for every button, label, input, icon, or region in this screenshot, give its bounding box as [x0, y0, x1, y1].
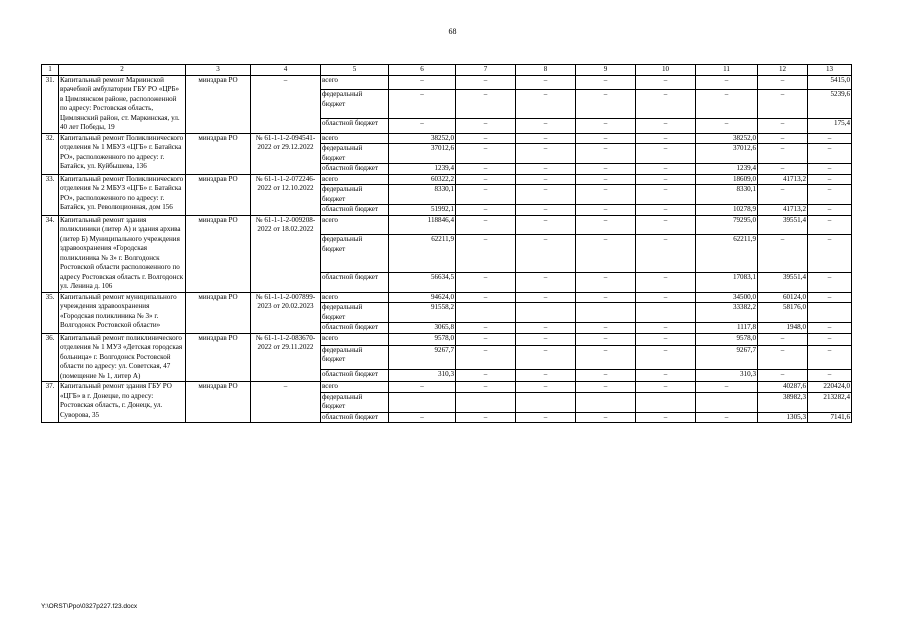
amount-cell: –	[758, 133, 808, 144]
object-name: Капитальный ремонт муниципального учреждения здравоохранения «Городская поликлиника № 3» г. Волгодонск Ростовской области»	[59, 292, 186, 333]
expertise-doc: № 61-1-1-2-083670-2022 от 29.11.2022	[251, 333, 321, 382]
amount-cell: –	[576, 292, 636, 303]
header-cell: 2	[59, 65, 186, 76]
amount-cell: –	[516, 90, 576, 118]
header-cell: 13	[808, 65, 852, 76]
table-row	[42, 333, 852, 345]
row-number: 34.	[42, 215, 59, 292]
responsible-org: минздрав РО	[186, 333, 251, 382]
header-cell: 8	[516, 65, 576, 76]
funding-source: всего	[321, 174, 389, 185]
amount-cell: –	[808, 272, 852, 292]
row-number: 35.	[42, 292, 59, 333]
amount-cell: –	[636, 382, 696, 393]
amount-cell: –	[456, 118, 516, 133]
amount-cell: –	[758, 90, 808, 118]
object-name: Капитальный ремонт Поликлинического отделения № 2 МБУЗ «ЦГБ» г. Батайска РО», расположенного по адресу: г. Батайск, ул. Революционная, дом 156	[59, 174, 186, 215]
amount-cell: 33382,2	[696, 303, 758, 323]
amount-cell: –	[808, 205, 852, 216]
funding-source: областной бюджет	[321, 369, 389, 381]
responsible-org: минздрав РО	[186, 382, 251, 423]
row-number: 32.	[42, 133, 59, 174]
amount-cell: 1305,3	[758, 412, 808, 423]
responsible-org: минздрав РО	[186, 215, 251, 292]
amount-cell: –	[456, 133, 516, 144]
amount-cell: –	[636, 412, 696, 423]
amount-cell: –	[758, 118, 808, 133]
amount-cell: 94624,0	[389, 292, 456, 303]
amount-cell: –	[456, 412, 516, 423]
amount-cell: –	[456, 272, 516, 292]
header-cell: 1	[42, 65, 59, 76]
amount-cell: –	[758, 369, 808, 381]
header-cell: 3	[186, 65, 251, 76]
amount-cell	[516, 303, 576, 323]
funding-source: федеральный бюджет	[321, 144, 389, 164]
funding-source: федеральный бюджет	[321, 185, 389, 205]
amount-cell: –	[808, 164, 852, 175]
amount-cell: –	[636, 215, 696, 235]
funding-source: областной бюджет	[321, 164, 389, 175]
amount-cell: 1239,4	[389, 164, 456, 175]
amount-cell: –	[758, 164, 808, 175]
amount-cell: –	[758, 185, 808, 205]
amount-cell: –	[808, 133, 852, 144]
amount-cell: 37012,6	[389, 144, 456, 164]
amount-cell	[576, 392, 636, 412]
funding-source: областной бюджет	[321, 272, 389, 292]
table-row	[42, 382, 852, 393]
amount-cell: 8330,1	[696, 185, 758, 205]
header-cell: 5	[321, 65, 389, 76]
object-name: Капитальный ремонт Поликлинического отделения № 1 МБУЗ «ЦГБ» г. Батайска РО», расположенного по адресу: г. Батайск, ул. Куйбышева, 136	[59, 133, 186, 174]
header-cell: 10	[636, 65, 696, 76]
amount-cell: 62211,9	[696, 235, 758, 273]
amount-cell: 7141,6	[808, 412, 852, 423]
amount-cell: –	[456, 185, 516, 205]
amount-cell: –	[516, 412, 576, 423]
amount-cell: –	[636, 369, 696, 381]
amount-cell: 39551,4	[758, 272, 808, 292]
amount-cell: –	[456, 292, 516, 303]
table-row	[42, 215, 852, 235]
expertise-doc: № 61-1-1-2-072246-2022 от 12.10.2022	[251, 174, 321, 215]
amount-cell: –	[636, 333, 696, 345]
amount-cell: 37012,6	[696, 144, 758, 164]
amount-cell: –	[389, 412, 456, 423]
amount-cell: –	[389, 90, 456, 118]
amount-cell: –	[696, 118, 758, 133]
amount-cell: –	[576, 205, 636, 216]
amount-cell: 118846,4	[389, 215, 456, 235]
responsible-org: минздрав РО	[186, 174, 251, 215]
amount-cell: –	[456, 382, 516, 393]
file-path-footer: Y:\ORST\Ppo\0327p227.f23.docx	[41, 603, 138, 610]
amount-cell: –	[516, 205, 576, 216]
amount-cell: –	[516, 272, 576, 292]
amount-cell: 3065,8	[389, 323, 456, 334]
amount-cell: –	[808, 215, 852, 235]
amount-cell: –	[808, 323, 852, 334]
responsible-org: минздрав РО	[186, 75, 251, 133]
amount-cell	[636, 303, 696, 323]
header-cell: 11	[696, 65, 758, 76]
amount-cell: –	[516, 345, 576, 369]
amount-cell: 1117,8	[696, 323, 758, 334]
expertise-doc: № 61-1-1-2-007899-2023 от 20.02.2023	[251, 292, 321, 333]
object-name: Капитальный ремонт здания поликлиники (литер А) и здания архива (литер Б) Муниципального учреждения здравоохранения «Городская поликлиника № 3» г. Волгодонск Ростовской области расположенного по адресу Ростовская область г. Волгодонск ул. Ленина д. 106	[59, 215, 186, 292]
amount-cell: 10278,9	[696, 205, 758, 216]
amount-cell: 58176,0	[758, 303, 808, 323]
amount-cell: 38982,3	[758, 392, 808, 412]
amount-cell: –	[576, 382, 636, 393]
funding-source: федеральный бюджет	[321, 235, 389, 273]
funding-source: областной бюджет	[321, 323, 389, 334]
amount-cell: –	[456, 333, 516, 345]
amount-cell: 60322,2	[389, 174, 456, 185]
expertise-doc: –	[251, 382, 321, 423]
funding-source: федеральный бюджет	[321, 345, 389, 369]
amount-cell: –	[516, 75, 576, 90]
object-name: Капитальный ремонт поликлинического отделения № 1 МУЗ «Детская городская больница» г. Волгодонск Ростовской области по адресу: ул. Советская, 47 (помещение № 1, литер А)	[59, 333, 186, 382]
amount-cell: 8330,1	[389, 185, 456, 205]
table-row	[42, 292, 852, 303]
amount-cell: –	[576, 235, 636, 273]
amount-cell: –	[696, 90, 758, 118]
amount-cell: –	[389, 118, 456, 133]
amount-cell: –	[516, 323, 576, 334]
amount-cell: –	[516, 174, 576, 185]
amount-cell	[808, 303, 852, 323]
amount-cell: –	[456, 369, 516, 381]
amount-cell: –	[576, 333, 636, 345]
amount-cell: 18609,0	[696, 174, 758, 185]
amount-cell: –	[576, 90, 636, 118]
amount-cell: 310,3	[696, 369, 758, 381]
amount-cell: –	[389, 382, 456, 393]
amount-cell: –	[636, 205, 696, 216]
amount-cell: 220424,0	[808, 382, 852, 393]
amount-cell: –	[576, 215, 636, 235]
object-name: Капитальный ремонт здания ГБУ РО «ЦГБ» в г. Донецке, по адресу: Ростовская область, г. Донецк, ул. Суворова, 35	[59, 382, 186, 423]
amount-cell: 62211,9	[389, 235, 456, 273]
amount-cell: –	[636, 272, 696, 292]
amount-cell: –	[516, 144, 576, 164]
amount-cell: –	[636, 144, 696, 164]
amount-cell: –	[576, 174, 636, 185]
funding-source: всего	[321, 333, 389, 345]
amount-cell: 56634,5	[389, 272, 456, 292]
funding-source: федеральный бюджет	[321, 392, 389, 412]
amount-cell: –	[576, 164, 636, 175]
amount-cell: –	[516, 185, 576, 205]
responsible-org: минздрав РО	[186, 292, 251, 333]
amount-cell	[456, 303, 516, 323]
amount-cell: 1948,0	[758, 323, 808, 334]
amount-cell: –	[808, 235, 852, 273]
object-name: Капитальный ремонт Мариинской врачебной амбулатории ГБУ РО «ЦРБ» в Цимлянском районе, расположенной по адресу: Ростовская область, Цимлянский район, ст. Маркинская, ул. 40 лет Победы, 19	[59, 75, 186, 133]
amount-cell	[576, 303, 636, 323]
amount-cell: –	[456, 215, 516, 235]
amount-cell: –	[456, 235, 516, 273]
amount-cell: –	[516, 333, 576, 345]
amount-cell: –	[516, 118, 576, 133]
amount-cell: –	[808, 144, 852, 164]
amount-cell: –	[576, 185, 636, 205]
amount-cell: –	[576, 144, 636, 164]
amount-cell: –	[516, 133, 576, 144]
amount-cell: 91558,2	[389, 303, 456, 323]
amount-cell: –	[808, 174, 852, 185]
amount-cell: 1239,4	[696, 164, 758, 175]
amount-cell: –	[636, 345, 696, 369]
amount-cell: –	[456, 164, 516, 175]
amount-cell: 5239,6	[808, 90, 852, 118]
amount-cell: –	[636, 75, 696, 90]
funding-source: всего	[321, 75, 389, 90]
funding-source: областной бюджет	[321, 118, 389, 133]
amount-cell: –	[516, 215, 576, 235]
amount-cell: 310,3	[389, 369, 456, 381]
amount-cell: –	[576, 369, 636, 381]
amount-cell: –	[576, 118, 636, 133]
amount-cell: –	[696, 412, 758, 423]
amount-cell: 39551,4	[758, 215, 808, 235]
amount-cell: –	[808, 333, 852, 345]
amount-cell: –	[516, 235, 576, 273]
amount-cell: –	[696, 382, 758, 393]
amount-cell: 175,4	[808, 118, 852, 133]
table-row	[42, 174, 852, 185]
funding-source: всего	[321, 292, 389, 303]
amount-cell: 5415,0	[808, 75, 852, 90]
amount-cell: 38252,0	[696, 133, 758, 144]
amount-cell: 38252,0	[389, 133, 456, 144]
row-number: 33.	[42, 174, 59, 215]
funding-source: всего	[321, 382, 389, 393]
amount-cell: 34500,0	[696, 292, 758, 303]
amount-cell: –	[456, 75, 516, 90]
amount-cell: 41713,2	[758, 205, 808, 216]
amount-cell: 213282,4	[808, 392, 852, 412]
amount-cell: –	[456, 345, 516, 369]
funding-source: всего	[321, 215, 389, 235]
amount-cell: –	[808, 185, 852, 205]
row-number: 31.	[42, 75, 59, 133]
row-number: 37.	[42, 382, 59, 423]
amount-cell: –	[576, 345, 636, 369]
amount-cell	[389, 392, 456, 412]
amount-cell	[516, 392, 576, 412]
amount-cell: 79295,0	[696, 215, 758, 235]
amount-cell: –	[516, 292, 576, 303]
amount-cell: –	[636, 185, 696, 205]
amount-cell: –	[456, 205, 516, 216]
amount-cell: –	[758, 235, 808, 273]
header-cell: 12	[758, 65, 808, 76]
funding-source: областной бюджет	[321, 205, 389, 216]
table-row	[42, 133, 852, 144]
amount-cell: –	[576, 133, 636, 144]
amount-cell: 51992,1	[389, 205, 456, 216]
page-number: 68	[448, 27, 457, 36]
amount-cell: –	[456, 323, 516, 334]
amount-cell: –	[516, 369, 576, 381]
amount-cell: –	[636, 323, 696, 334]
amount-cell: –	[758, 333, 808, 345]
row-number: 36.	[42, 333, 59, 382]
funding-source: федеральный бюджет	[321, 90, 389, 118]
amount-cell: 9578,0	[696, 333, 758, 345]
expertise-doc: –	[251, 75, 321, 133]
amount-cell: 41713,2	[758, 174, 808, 185]
expertise-doc: № 61-1-1-2-094541-2022 от 29.12.2022	[251, 133, 321, 174]
amount-cell: –	[696, 75, 758, 90]
amount-cell: –	[389, 75, 456, 90]
amount-cell: 9267,7	[696, 345, 758, 369]
amount-cell	[636, 392, 696, 412]
amount-cell: –	[758, 345, 808, 369]
amount-cell: –	[456, 90, 516, 118]
amount-cell: –	[636, 174, 696, 185]
header-row	[42, 65, 852, 76]
funding-source: федеральный бюджет	[321, 303, 389, 323]
amount-cell: –	[456, 174, 516, 185]
header-cell: 9	[576, 65, 636, 76]
amount-cell	[696, 392, 758, 412]
funding-source: областной бюджет	[321, 412, 389, 423]
funding-source: всего	[321, 133, 389, 144]
table-row	[42, 75, 852, 90]
amount-cell: 9578,0	[389, 333, 456, 345]
amount-cell: –	[636, 164, 696, 175]
amount-cell: 17083,1	[696, 272, 758, 292]
amount-cell: –	[516, 164, 576, 175]
budget-table	[41, 64, 852, 423]
header-cell: 6	[389, 65, 456, 76]
amount-cell: –	[808, 369, 852, 381]
expertise-doc: № 61-1-1-2-009208-2022 от 18.02.2022	[251, 215, 321, 292]
header-cell: 7	[456, 65, 516, 76]
amount-cell: 60124,0	[758, 292, 808, 303]
amount-cell: –	[576, 412, 636, 423]
amount-cell: –	[808, 292, 852, 303]
amount-cell: –	[758, 144, 808, 164]
header-cell: 4	[251, 65, 321, 76]
amount-cell: –	[516, 382, 576, 393]
amount-cell: 40287,6	[758, 382, 808, 393]
amount-cell: –	[636, 292, 696, 303]
amount-cell: –	[808, 345, 852, 369]
amount-cell: –	[636, 235, 696, 273]
responsible-org: минздрав РО	[186, 133, 251, 174]
amount-cell: –	[576, 75, 636, 90]
amount-cell: –	[636, 90, 696, 118]
amount-cell: –	[576, 272, 636, 292]
amount-cell: –	[576, 323, 636, 334]
amount-cell: –	[636, 133, 696, 144]
amount-cell: –	[758, 75, 808, 90]
amount-cell: –	[456, 144, 516, 164]
amount-cell: –	[636, 118, 696, 133]
amount-cell: 9267,7	[389, 345, 456, 369]
amount-cell	[456, 392, 516, 412]
